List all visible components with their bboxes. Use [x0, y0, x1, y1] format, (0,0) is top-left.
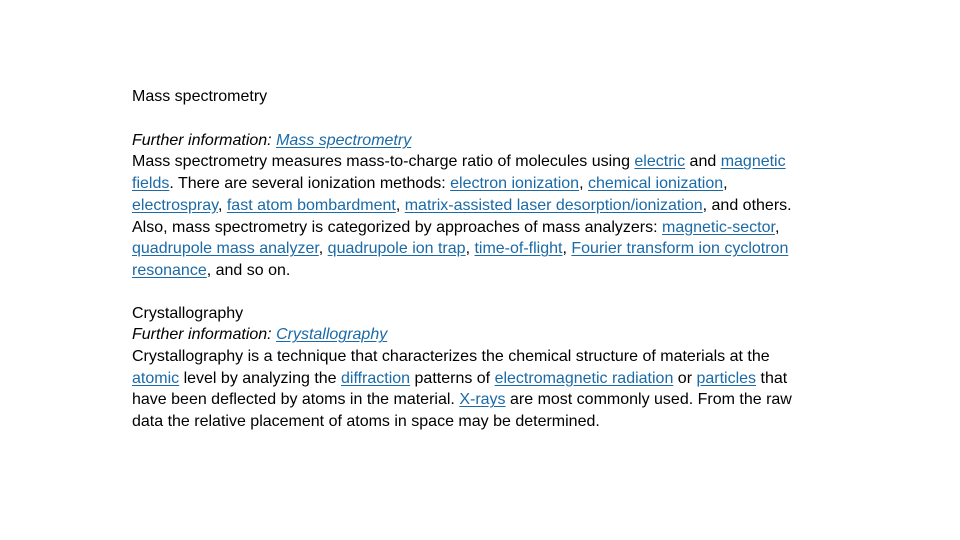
- diffraction-link[interactable]: diffraction: [341, 369, 411, 387]
- text-run: , and so on.: [206, 261, 291, 279]
- further-info-label: Further information:: [132, 131, 277, 149]
- text-run: ,: [217, 196, 227, 214]
- quadrupole-ion-trap-link[interactable]: quadrupole ion trap: [327, 240, 466, 258]
- electrospray-link[interactable]: electrospray: [132, 196, 218, 214]
- quadrupole-mass-analyzer-link[interactable]: quadrupole mass analyzer: [132, 240, 319, 258]
- text-run: ,: [723, 175, 728, 193]
- text-run: , and others. Also, mass spectrometry is categorized by approaches of mass analyzers:: [132, 196, 792, 236]
- spacer: [132, 108, 796, 130]
- time-of-flight-link[interactable]: time-of-flight: [474, 240, 563, 258]
- text-run: ,: [579, 175, 588, 193]
- magnetic-fields-link[interactable]: magnetic fields: [132, 153, 786, 193]
- text-run: Crystallography is a technique that characterizes the chemical structure of materials at the: [132, 348, 770, 366]
- magnetic-sector-link[interactable]: magnetic-sector: [662, 218, 775, 236]
- text-run: or: [673, 369, 697, 387]
- text-run: ,: [395, 196, 405, 214]
- text-run: are most commonly used. From the raw data the relative placement of atoms in space may be determined.: [132, 391, 792, 431]
- text-run: . There are several ionization methods:: [169, 175, 451, 193]
- spacer: [132, 282, 796, 303]
- electric-link[interactable]: electric: [634, 153, 686, 171]
- text-run: and: [685, 153, 721, 171]
- text-run: ,: [318, 240, 328, 258]
- chemical-ionization-link[interactable]: chemical ionization: [587, 175, 724, 193]
- crystallography-further-info: [132, 324, 796, 346]
- text-run: Mass spectrometry measures mass-to-charge ratio of molecules using: [132, 153, 635, 171]
- atomic-link[interactable]: atomic: [132, 369, 180, 387]
- mass-spectrometry-link[interactable]: Mass spectrometry: [276, 131, 412, 149]
- text-run: ,: [774, 218, 780, 236]
- crystallography-link[interactable]: Crystallography: [276, 326, 388, 344]
- mass-spectrometry-further-info: [132, 130, 796, 152]
- mass-spectrometry-paragraph: [132, 151, 796, 281]
- fast-atom-bombardment-link[interactable]: fast atom bombardment: [226, 196, 396, 214]
- text-run: ,: [562, 240, 572, 258]
- mass-spectrometry-heading: Mass spectrometry: [132, 88, 268, 105]
- text-run: patterns of: [410, 369, 495, 387]
- crystallography-paragraph: [132, 346, 796, 433]
- text-run: that have been deflected by atoms in the material.: [132, 369, 788, 409]
- fticr-link[interactable]: Fourier transform ion cyclotron resonance: [132, 240, 789, 279]
- text-run: ,: [465, 240, 475, 258]
- electromagnetic-radiation-link[interactable]: electromagnetic radiation: [494, 369, 674, 387]
- x-rays-link[interactable]: X-rays: [459, 391, 506, 409]
- text-run: level by analyzing the: [179, 369, 341, 387]
- further-info-label: Further information:: [132, 326, 277, 344]
- maldi-link[interactable]: matrix-assisted laser desorption/ionization: [404, 196, 703, 214]
- crystallography-heading: Crystallography: [132, 304, 244, 322]
- electron-ionization-link[interactable]: electron ionization: [450, 175, 580, 193]
- particles-link[interactable]: particles: [696, 369, 757, 387]
- slide-text-block: [132, 86, 796, 433]
